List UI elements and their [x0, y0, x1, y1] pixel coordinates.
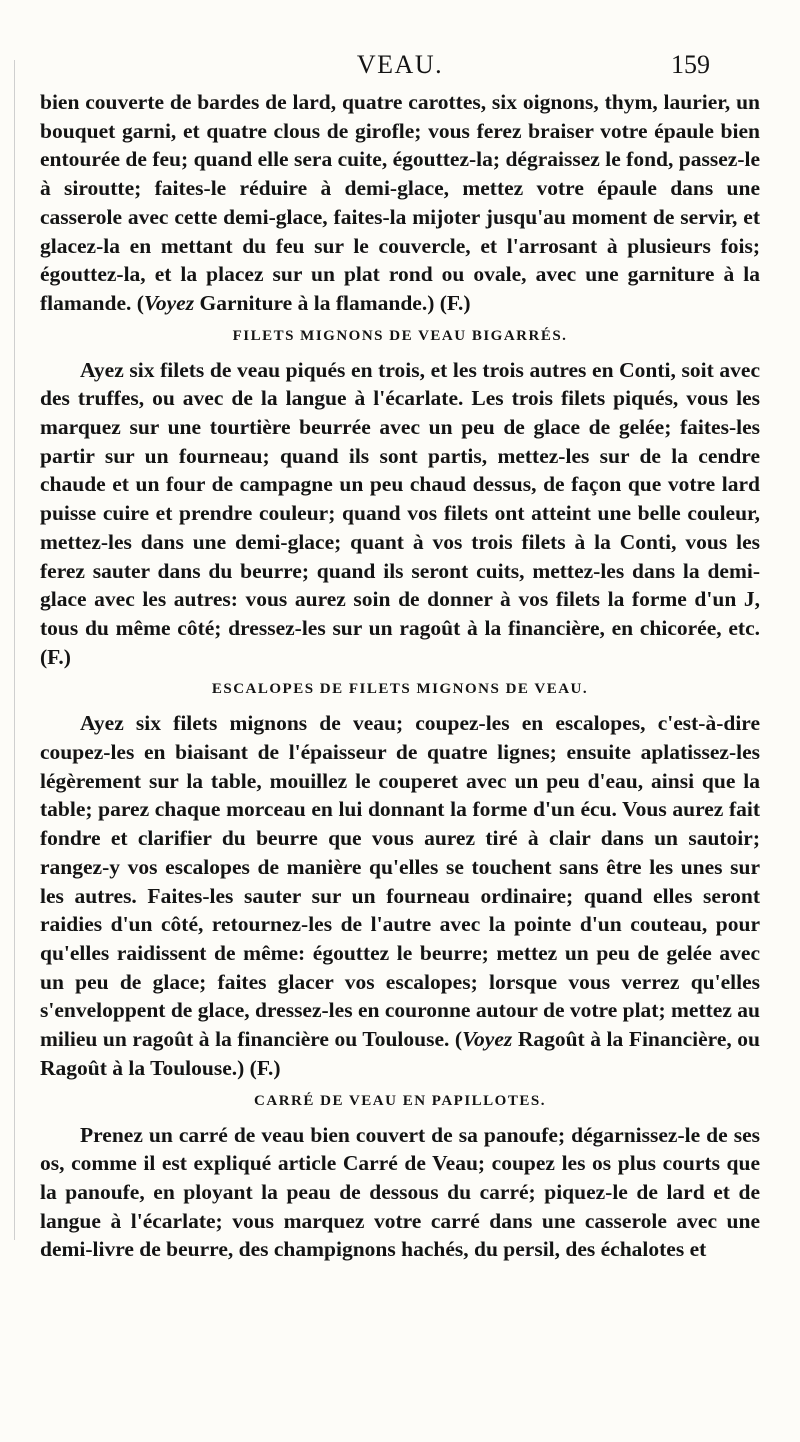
voyez-reference: Voyez [143, 290, 195, 315]
section-paragraph-filets-bigarres: Ayez six filets de veau piqués en trois, et les trois autres en Conti, soit avec des truffes, ou avec de la langue à l'écarlate. Les trois filets piqués, vous les marquez sur une tourtière beurrée avec un peu de glace de gelée; faites-les partir sur un fourneau; quand ils sont partis, mettez-les sur de la cendre chaude et un four de campagne un peu chaud dessus, de façon que votre lard puisse cuire et prendre couleur; quand vos filets ont atteint une belle couleur, mettez-les dans une demi-glace; quant à vos trois filets à la Conti, vous les ferez sauter dans du beurre; quand ils seront cuits, mettez-les dans la demi-glace avec les autres: vous aurez soin de donner à vos filets la forme d'un J, tous du même côté; dressez-les sur un ragoût à la financière, en chicorée, etc. (F.) [40, 357, 760, 669]
escalopes-text: Ayez six filets mignons de veau; coupez-les en escalopes, c'est-à-dire coupez-les en biaisant de l'épaisseur de quatre lignes; ensuite aplatissez-les légèrement sur la table, mouillez le couperet avec un peu d'eau, ainsi que la table; parez chaque morceau en lui donnant la forme d'un écu. Vous aurez fait fondre et clarifier du beurre que vous aurez tiré à clair dans un sautoir; rangez-y vos escalopes de manière qu'elles se touchent sans être les unes sur les autres. Faites-les sauter sur un fourneau ordinaire; quand elles seront raidies d'un côté, retournez-les de l'autre avec la pointe d'un couteau, pour qu'elles raidissent de même: égouttez le beurre; mettez un peu de gelée avec un peu de glace; faites glacer vos escalopes; lorsque vous verrez qu'elles s'enveloppent de glace, dressez-les en couronne autour de votre plat; mettez au milieu un ragoût à la financière ou Toulouse. ( [40, 711, 760, 1052]
page-edge-shadow [14, 60, 15, 1240]
section-title-carre-papillotes: CARRÉ DE VEAU EN PAPILLOTES. [254, 1092, 546, 1109]
section-title-filets-bigarres: FILETS MIGNONS DE VEAU BIGARRÉS. [232, 327, 568, 344]
page-body [40, 88, 760, 1264]
page-header [0, 50, 800, 84]
voyez-reference: Voyez [462, 1027, 513, 1052]
escalopes-text-end: Ragoût à la Financière, ou Ragoût à la Toulouse.) (F.) [40, 1027, 760, 1080]
section-paragraph-escalopes [40, 709, 760, 1082]
intro-paragraph [40, 88, 760, 318]
section-title-escalopes: ESCALOPES DE FILETS MIGNONS DE VEAU. [211, 681, 589, 698]
intro-text-end: Garniture à la flamande.) (F.) [194, 290, 471, 315]
intro-text: bien couverte de bardes de lard, quatre carottes, six oignons, thym, laurier, un bouquet garni, et quatre clous de girofle; vous ferez braiser votre épaule bien entourée de feu; quand elle sera cuite, égouttez-la; dégraissez le fond, passez-le à siroutte; faites-le réduire à demi-glace, mettez votre épaule dans une casserole avec cette demi-glace, faites-la mijoter jusqu'au moment de servir, et glacez-la en mettant du feu sur le couvercle, et l'arrosant à plusieurs fois; égouttez-la, et la placez sur un plat rond ou ovale, avec une garniture à la flamande. ( [40, 90, 760, 315]
running-head: VEAU. [356, 50, 444, 79]
section-paragraph-carre-papillotes: Prenez un carré de veau bien couvert de sa panoufe; dégarnissez-le de ses os, comme il est expliqué article Carré de Veau; coupez les os plus courts que la panoufe, en ployant la peau de dessous du carré; piquez-le de lard et de langue à l'écarlate; vous marquez votre carré dans une casserole avec une demi-livre de beurre, des champignons hachés, du persil, des échalotes et [40, 1122, 760, 1262]
page-number: 159 [671, 50, 710, 79]
